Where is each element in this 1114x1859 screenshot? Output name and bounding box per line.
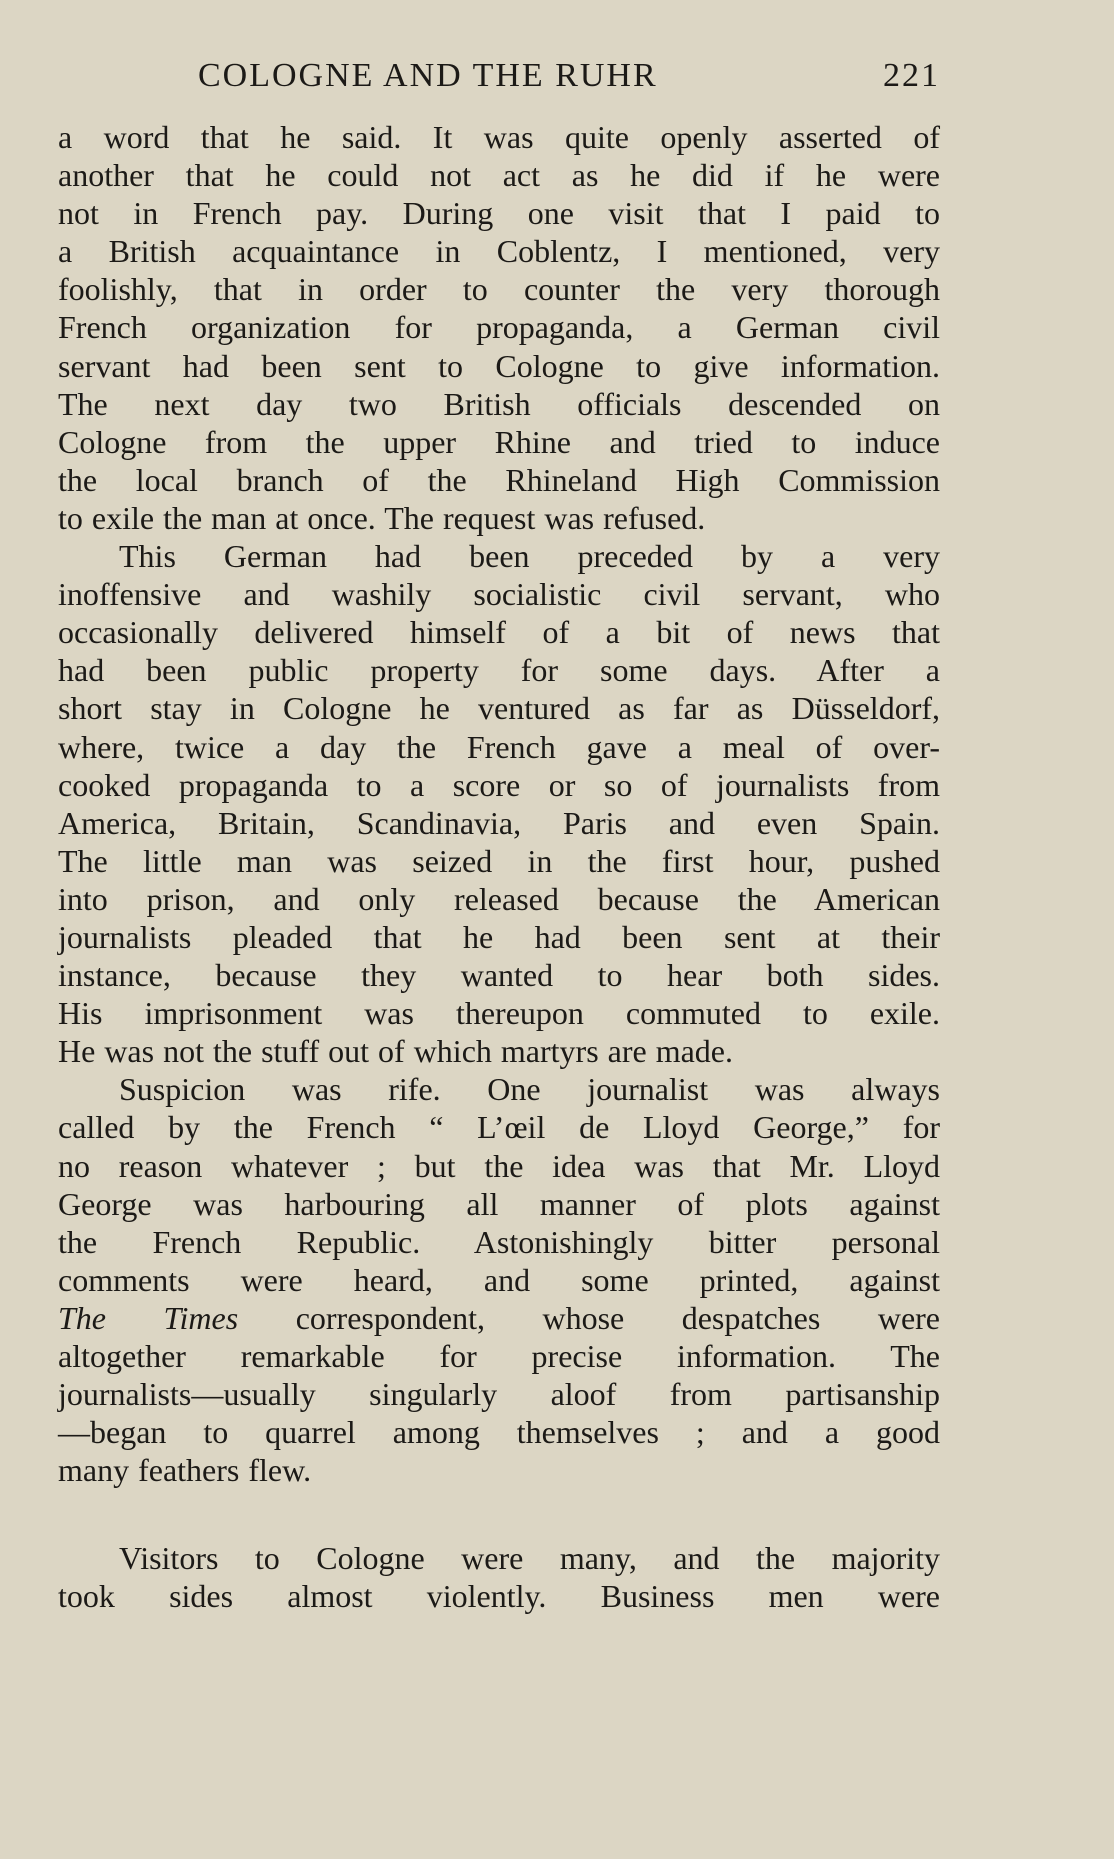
text-line: inoffensive and washily socialistic civil servant, who (58, 576, 940, 613)
text-line: occasionally delivered himself of a bit of news that (58, 614, 940, 651)
text-line: journalists—usually singularly aloof from partisanship (58, 1376, 940, 1413)
text-line-italic-title (58, 1299, 940, 1337)
text-line: foolishly, that in order to counter the very thorough (58, 271, 940, 308)
text-line: a British acquaintance in Coblentz, I mentioned, very (58, 233, 940, 270)
text-line: cooked propaganda to a score or so of journalists from (58, 766, 940, 803)
text-line: Suspicion was rife. One journalist was always (119, 1071, 940, 1108)
text-line: many feathers flew. (58, 1452, 312, 1489)
text-line: servant had been sent to Cologne to give information. (58, 347, 940, 384)
paragraph-4 (58, 1539, 940, 1615)
text-line: a word that he said. It was quite openly asserted of (58, 119, 940, 155)
text-line: Cologne from the upper Rhine and tried to induce (58, 423, 940, 460)
text-line: French organization for propaganda, a German civil (58, 309, 940, 346)
running-head (198, 54, 940, 98)
text-line: The next day two British officials descended on (58, 385, 940, 422)
text-line: journalists pleaded that he had been sent at their (58, 918, 940, 955)
paragraph-3 (58, 1070, 940, 1489)
paragraph-1 (58, 118, 940, 537)
text-fragment: correspondent, whose despatches were (238, 1299, 940, 1336)
text-line: not in French pay. During one visit that I paid to (58, 195, 940, 232)
text-line: short stay in Cologne he ventured as far as Düsseldorf, (58, 690, 940, 727)
text-line: took sides almost violently. Business men were (58, 1578, 940, 1615)
text-line: the local branch of the Rhineland High Commission (58, 461, 940, 498)
text-line: America, Britain, Scandinavia, Paris and even Spain. (58, 804, 940, 841)
text-line: had been public property for some days. After a (58, 652, 940, 689)
text-line: This German had been preceded by a very (119, 538, 940, 575)
newspaper-title: The Times (58, 1299, 239, 1336)
text-line: comments were heard, and some printed, against (58, 1261, 940, 1298)
text-line: George was harbouring all manner of plots against (58, 1185, 940, 1222)
text-line: where, twice a day the French gave a meal of over- (58, 728, 940, 765)
text-line: no reason whatever ; but the idea was that Mr. Lloyd (58, 1147, 940, 1184)
text-line: altogether remarkable for precise information. The (58, 1338, 940, 1374)
text-line: His imprisonment was thereupon commuted to exile. (58, 995, 940, 1032)
text-line: instance, because they wanted to hear both sides. (58, 957, 940, 994)
paragraph-2 (58, 537, 940, 1070)
running-title: COLOGNE AND THE RUHR (198, 57, 658, 94)
text-line: the French Republic. Astonishingly bitter personal (58, 1223, 940, 1260)
text-line: called by the French “ L’œil de Lloyd George,” for (58, 1109, 940, 1146)
text-line: into prison, and only released because the American (58, 880, 940, 917)
page-number: 221 (883, 57, 940, 94)
text-line: —began to quarrel among themselves ; and a good (58, 1414, 940, 1451)
text-line: another that he could not act as he did if he were (58, 157, 940, 194)
text-line: Visitors to Cologne were many, and the majority (119, 1540, 940, 1577)
text-line: to exile the man at once. The request was refused. (58, 499, 706, 536)
section-break (58, 1489, 940, 1539)
body-text (58, 118, 940, 1616)
text-line: The little man was seized in the first hour, pushed (58, 842, 940, 879)
text-line: He was not the stuff out of which martyrs are made. (58, 1033, 733, 1070)
